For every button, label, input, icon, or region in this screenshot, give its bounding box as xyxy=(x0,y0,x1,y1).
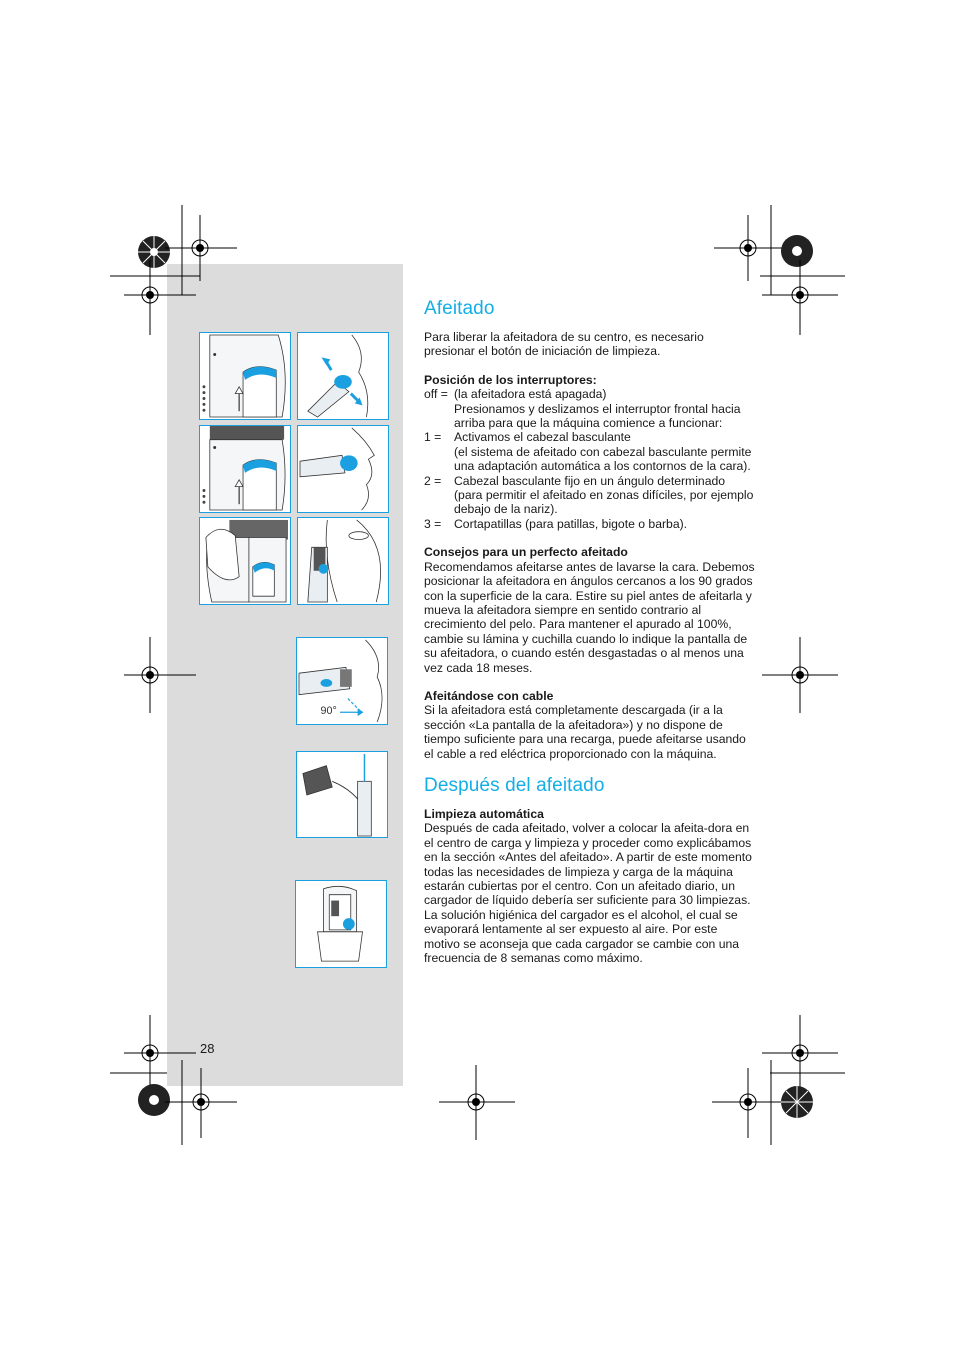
switch-item-3 xyxy=(424,517,756,531)
switch-key: 2 = xyxy=(424,473,442,488)
shaving-angle-figure xyxy=(296,637,388,725)
switch-item-1 xyxy=(424,430,756,444)
cleaning-paragraph-1: Después de cada afeitado, volver a colocar la afeita-dora en el centro de carga y limpieza y proceder como explicábamos en la sección «Antes del afeitado». A partir de este momento todas las necesidades de limpieza y carga de la máquina estarán cubiertas por el centro. Con un afeitado diario, un cargador de líquido debería ser suficiente para 30 limpiezas. xyxy=(424,821,752,908)
cable-paragraph: Si la afeitadora está completamente descargada (ir a la sección «La pantalla de la afeitadora») y no dispone de tiempo suficiente para una recarga, puede afeitarse usando el cable a red eléctrica proporcionado con la máquina. xyxy=(424,703,746,761)
switch-desc: Activamos el cabezal basculante xyxy=(454,430,631,445)
switch-desc: Cortapatillas (para patillas, bigote o barba). xyxy=(454,516,688,531)
switch-key: 3 = xyxy=(424,516,442,531)
crosshair-right-upper xyxy=(760,260,850,350)
section-title-afeitado: Afeitado xyxy=(424,298,495,319)
section-title-despues: Después del afeitado xyxy=(424,774,605,796)
switch-key: off = xyxy=(424,387,448,402)
crosshair-bottom-center xyxy=(437,1065,517,1145)
tips-paragraph: Recomendamos afeitarse antes de lavarse la cara. Debemos posicionar la afeitadora en ángulos cercanos a los 90 grados con la superficie de la cara. Estire su piel antes de afeitarla y mueva la afeitadora siempre en sentido contrario al crecimiento del pelo. Para mantener el apurado al 100%, cambie su lámina y cuchilla cuando lo indique la pantalla de su afeitadora, o cuando estén desgastadas o al menos una vez cada 18 meses. xyxy=(424,559,755,675)
cable-heading: Afeitándose con cable xyxy=(424,688,554,703)
trimmer-figure xyxy=(199,517,291,605)
switch-desc: Cabezal basculante fijo en un ángulo determinado (para permitir el afeitado en zonas difíciles, por ejemplo debajo de la nariz). xyxy=(454,473,754,517)
tips-heading: Consejos para un perfecto afeitado xyxy=(424,545,628,560)
sideburn-trimming-figure xyxy=(297,517,389,605)
cleaning-paragraph-2: La solución higiénica del cargador es el alcohol, el cual se evaporará lentamente al ser expuesto al aire. Por este motivo se aconseja que cada cargador se cambie con una frecuencia de 8 semanas como máximo. xyxy=(424,907,740,966)
shaving-under-nose-figure xyxy=(297,425,389,513)
switch-position-2-figure xyxy=(199,425,291,513)
cleaning-heading: Limpieza automática xyxy=(424,806,544,821)
registration-mark-bottom-left xyxy=(125,1060,245,1150)
switch-desc: (la afeitadora está apagada) xyxy=(454,387,607,402)
switch-key: 1 = xyxy=(424,430,442,445)
registration-mark-bottom-right xyxy=(704,1060,824,1150)
switch-item-2 xyxy=(424,474,756,517)
crosshair-left-middle xyxy=(110,635,200,715)
cleaning-center-figure xyxy=(295,880,387,968)
switch-item-off xyxy=(424,387,756,401)
switch-desc-extra: Presionamos y deslizamos el interruptor frontal hacia arriba para que la máquina comience a funcionar: xyxy=(454,401,741,431)
crosshair-right-middle xyxy=(760,635,850,715)
cord-shaving-figure xyxy=(296,751,388,838)
crosshair-left-upper xyxy=(110,260,200,350)
angle-label: 90° xyxy=(320,705,337,718)
switch-position-figure xyxy=(199,332,291,420)
page-number: 28 xyxy=(200,1041,215,1056)
switch-desc-extra: (el sistema de afeitado con cabezal basculante permite una adaptación automática a los contornos de la cara). xyxy=(454,444,752,474)
intro-paragraph: Para liberar la afeitadora de su centro, es necesario presionar el botón de iniciación de limpieza. xyxy=(424,330,704,359)
face-swivel-figure xyxy=(297,332,389,420)
switch-heading: Posición de los interruptores: xyxy=(424,372,597,387)
main-content xyxy=(424,298,756,965)
